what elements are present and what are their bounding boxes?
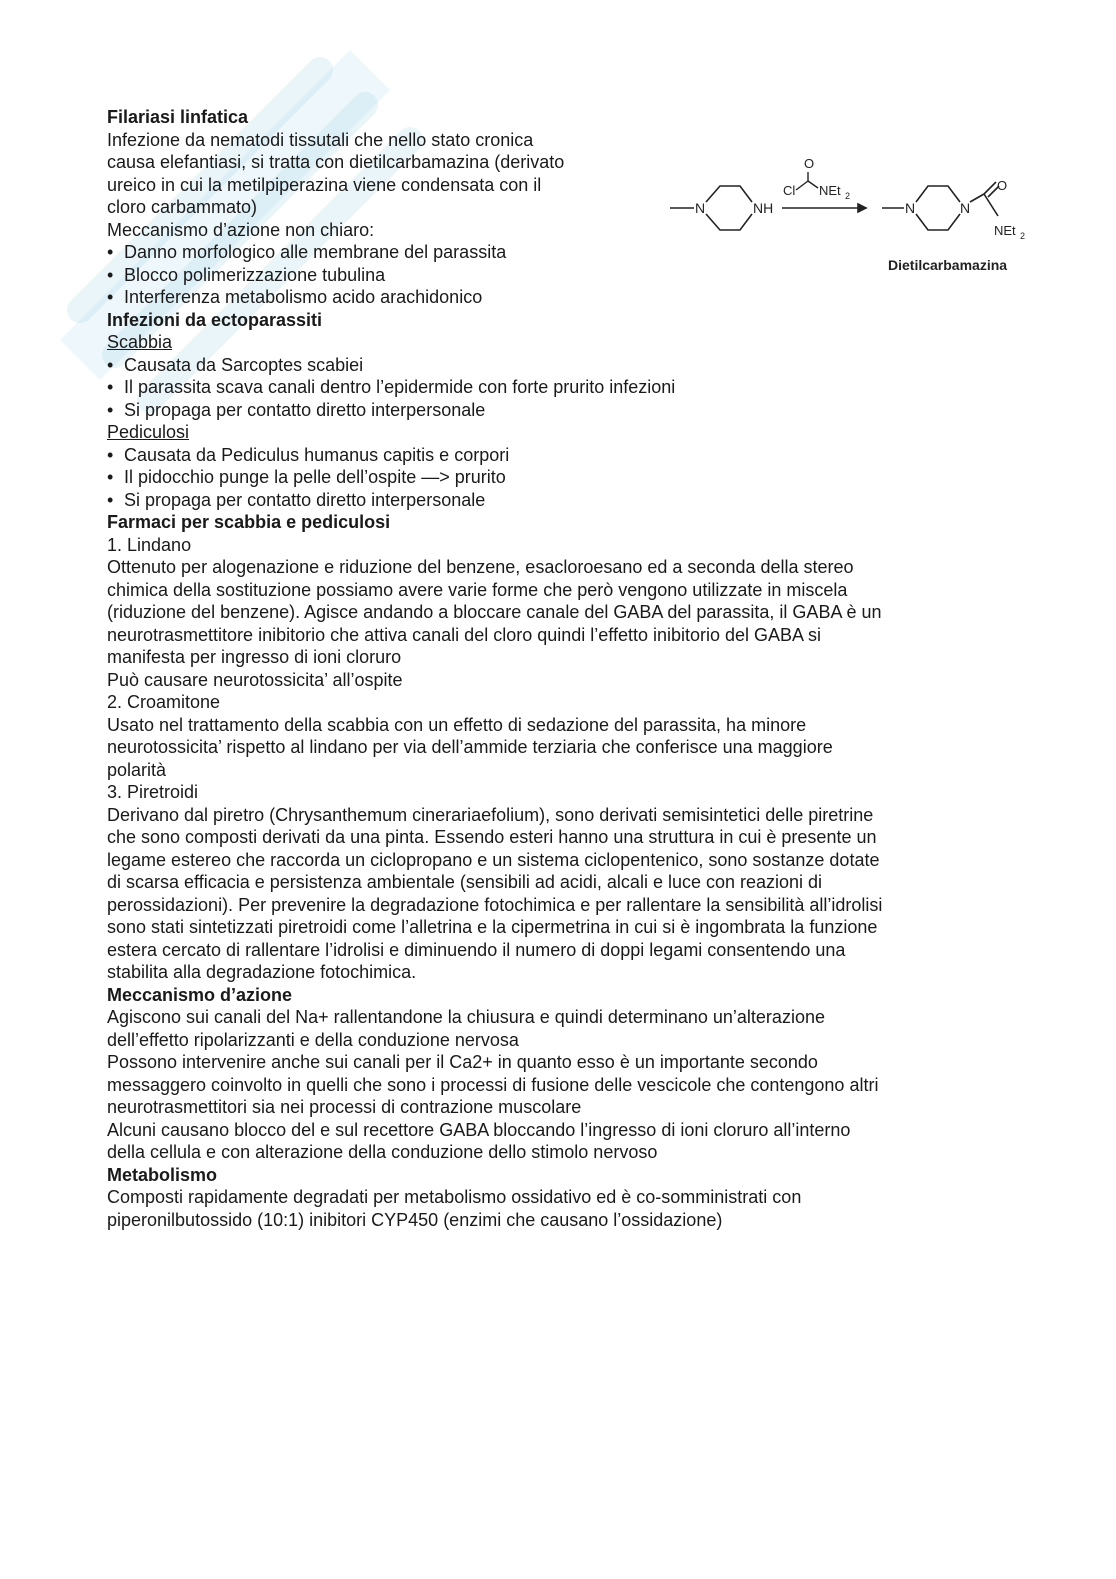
paragraph-line: Può causare neurotossicita’ all’ospite bbox=[107, 669, 403, 690]
paragraph-line: stabilita alla degradazione fotochimica. bbox=[107, 962, 417, 982]
subsection-title-lindano: 1. Lindano bbox=[107, 534, 192, 555]
paragraph-line: neurotrasmettitori sia nei processi di contrazione muscolare bbox=[107, 1097, 582, 1117]
section-title-ectoparassiti: Infezioni da ectoparassiti bbox=[107, 309, 323, 330]
bullet-icon: • bbox=[107, 377, 114, 397]
paragraph-line: ureico in cui la metilpiperazina viene condensata con il bbox=[107, 174, 542, 195]
document-body bbox=[107, 106, 1007, 1231]
paragraph-line: dell’effetto ripolarizzanti e della conduzione nervosa bbox=[107, 1029, 519, 1050]
paragraph-line: Usato nel trattamento della scabbia con un effetto di sedazione del parassita, ha minore bbox=[107, 714, 807, 735]
paragraph-line: neurotossicita’ rispetto al lindano per via dell’ammide terziaria che conferisce una maggiore bbox=[107, 737, 833, 757]
dietilcarbamazina-caption: Dietilcarbamazina bbox=[888, 257, 1008, 273]
bullet-icon: • bbox=[107, 264, 114, 285]
bullet-icon: • bbox=[107, 489, 114, 510]
product-o-label: O bbox=[997, 178, 1008, 193]
subsection-title-pediculosi: Pediculosi bbox=[107, 422, 190, 442]
reagent-nh-label: NH bbox=[753, 200, 774, 216]
bullet-icon: • bbox=[107, 354, 114, 375]
paragraph-line: di scarsa efficacia e persistenza ambientale (sensibili ad acidi, alcali e luce con reazioni di bbox=[107, 872, 823, 892]
paragraph-line: che sono composti derivati da una pinta. Essendo esteri hanno una struttura in cui è presente un bbox=[107, 827, 877, 847]
paragraph-line: Ottenuto per alogenazione e riduzione del benzene, esacloroesano ed a seconda della stereo bbox=[107, 557, 854, 577]
section-title-metabolismo: Metabolismo bbox=[107, 1164, 218, 1185]
paragraph-line: cloro carbammato) bbox=[107, 197, 258, 217]
paragraph-line: Agiscono sui canali del Na+ rallentandone la chiusura e quindi determinano un’alterazione bbox=[107, 1007, 825, 1027]
carbamoyl-o-label: O bbox=[804, 156, 815, 171]
subsection-title-scabbia: Scabbia bbox=[107, 332, 173, 352]
carbamoyl-net-label: NEt bbox=[819, 183, 841, 198]
list-item: • Interferenza metabolismo acido arachidonico bbox=[107, 287, 483, 307]
bullet-icon: • bbox=[107, 242, 114, 262]
bullet-icon: • bbox=[107, 399, 114, 420]
paragraph-line: sono stati sintetizzati piretroidi come l’alletrina e la cipermetrina in cui si è ingombrata la funzione bbox=[107, 917, 878, 937]
product-n2-label: N bbox=[960, 200, 971, 216]
subsection-title-piretroidi: 3. Piretroidi bbox=[107, 782, 199, 802]
section-title-filariasi: Filariasi linfatica bbox=[107, 107, 249, 127]
paragraph-line: legame estereo che raccorda un ciclopropano e un sistema ciclopentenico, sono sostanze dotate bbox=[107, 849, 880, 870]
list-item: • Causata da Pediculus humanus capitis e corpori bbox=[107, 444, 510, 465]
paragraph-line: Possono intervenire anche sui canali per il Ca2+ in quanto esso è un importante secondo bbox=[107, 1052, 818, 1072]
list-item: • Si propaga per contatto diretto interpersonale bbox=[107, 399, 486, 420]
product-sub-label: 2 bbox=[1020, 231, 1026, 241]
paragraph-line: perossidazioni). Per prevenire la degradazione fotochimica e per rallentare la sensibilità all’idrolisi bbox=[107, 894, 883, 915]
section-title-meccanismo: Meccanismo d’azione bbox=[107, 984, 293, 1005]
paragraph-line: (riduzione del benzene). Agisce andando a bloccare canale del GABA del parassita, il GABA è un bbox=[107, 602, 882, 622]
list-item: • Il pidocchio punge la pelle dell’ospite —> prurito bbox=[107, 467, 506, 487]
paragraph-line: neurotrasmettitore inibitorio che attiva canali del cloro quindi l’effetto inibitorio del GABA si bbox=[107, 624, 822, 645]
paragraph-line: causa elefantiasi, si tratta con dietilcarbamazina (derivato bbox=[107, 152, 565, 172]
carbamoyl-sub-label: 2 bbox=[845, 191, 851, 201]
paragraph-line: piperonilbutossido (10:1) inibitori CYP450 (enzimi che causano l’ossidazione) bbox=[107, 1209, 723, 1230]
bullet-icon: • bbox=[107, 287, 114, 307]
product-net-label: NEt bbox=[994, 223, 1016, 238]
paragraph-line: Meccanismo d’azione non chiaro: bbox=[107, 219, 375, 240]
paragraph-line: chimica della sostituzione possiamo avere varie forme che però vengono utilizzate in miscela bbox=[107, 579, 848, 600]
paragraph-line: polarità bbox=[107, 759, 167, 780]
paragraph-line: Infezione da nematodi tissutali che nello stato cronica bbox=[107, 129, 534, 150]
list-item: • Il parassita scava canali dentro l’epidermide con forte prurito infezioni bbox=[107, 377, 676, 397]
paragraph-line: della cellula e con alterazione della conduzione dello stimolo nervoso bbox=[107, 1142, 658, 1162]
section-title-farmaci: Farmaci per scabbia e pediculosi bbox=[107, 512, 391, 532]
paragraph-line: Derivano dal piretro (Chrysanthemum cinerariaefolium), sono derivati semisintetici delle piretrine bbox=[107, 804, 874, 825]
subsection-title-croamitone: 2. Croamitone bbox=[107, 692, 221, 712]
list-item: • Causata da Sarcoptes scabiei bbox=[107, 354, 364, 375]
bullet-icon: • bbox=[107, 444, 114, 465]
list-item: • Blocco polimerizzazione tubulina bbox=[107, 264, 386, 285]
paragraph-line: messaggero coinvolto in quelli che sono i processi di fusione delle vescicole che contengono altri bbox=[107, 1074, 879, 1095]
product-n1-label: N bbox=[905, 200, 916, 216]
paragraph-line: Alcuni causano blocco del e sul recettore GABA bloccando l’ingresso di ioni cloruro all’interno bbox=[107, 1119, 851, 1140]
list-item: • Danno morfologico alle membrane del parassita bbox=[107, 242, 507, 262]
paragraph-line: Composti rapidamente degradati per metabolismo ossidativo ed è co-somministrati con bbox=[107, 1187, 802, 1207]
paragraph-line: manifesta per ingresso di ioni cloruro bbox=[107, 647, 402, 667]
paragraph-line: estera cercato di rallentare l’idrolisi e diminuendo il numero di doppi legami consentendo una bbox=[107, 939, 846, 960]
list-item: • Si propaga per contatto diretto interpersonale bbox=[107, 489, 486, 510]
bullet-icon: • bbox=[107, 467, 114, 487]
reagent-n-label: N bbox=[695, 200, 706, 216]
carbamoyl-cl-label: Cl bbox=[783, 183, 796, 198]
